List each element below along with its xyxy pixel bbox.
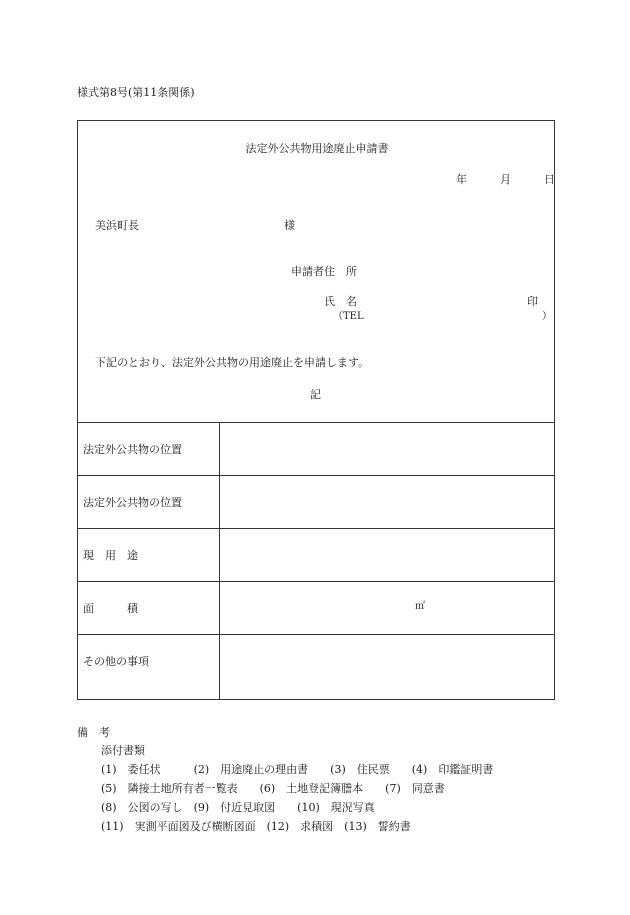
ki-heading: 記: [310, 388, 321, 401]
form-number-header: 様式第8号(第11条関係): [77, 86, 195, 99]
remarks-title: 備 考: [77, 726, 110, 739]
date-month-label: 月: [500, 173, 511, 186]
table-column-divider: [219, 422, 220, 700]
table-divider: [78, 634, 554, 635]
application-statement: 下記のとおり、法定外公共物の用途廃止を申請します。: [95, 356, 370, 369]
date-year-label: 年: [456, 173, 467, 186]
applicant-address-label: 申請者住 所: [291, 265, 357, 278]
attachment-line: (5) 隣接土地所有者一覧表 (6) 土地登記簿謄本 (7) 同意書: [101, 782, 445, 795]
addressee: 美浜町長: [95, 219, 139, 232]
table-divider: [78, 581, 554, 582]
area-unit: ㎡: [415, 601, 425, 612]
row-label-area: 面 積: [83, 602, 138, 615]
row-label-other-matters: その他の事項: [83, 655, 149, 668]
applicant-name-label: 氏 名: [324, 295, 357, 308]
attachment-line: (11) 実測平面図及び横断図面 (12) 求積図 (13) 誓約書: [101, 820, 411, 833]
attachments-subtitle: 添付書類: [101, 744, 145, 757]
row-label-location-2: 法定外公共物の位置: [83, 496, 182, 509]
application-form-frame: [77, 120, 555, 700]
date-day-label: 日: [544, 173, 555, 186]
row-label-location-1: 法定外公共物の位置: [83, 443, 182, 456]
attachment-line: (8) 公図の写し (9) 付近見取図 (10) 現況写真: [101, 801, 375, 814]
form-title: 法定外公共物用途廃止申請書: [245, 142, 389, 155]
date-line: [456, 174, 555, 185]
table-divider: [78, 528, 554, 529]
seal-label: 印: [527, 295, 538, 308]
tel-label: （TEL: [333, 311, 364, 322]
tel-close-paren: ）: [542, 311, 552, 322]
row-label-current-use: 現 用 途: [83, 549, 138, 562]
attachment-line: (1) 委任状 (2) 用途廃止の理由書 (3) 住民票 (4) 印鑑証明書: [101, 763, 494, 776]
honorific: 様: [284, 219, 295, 232]
table-divider: [78, 475, 554, 476]
table-divider: [78, 422, 554, 423]
